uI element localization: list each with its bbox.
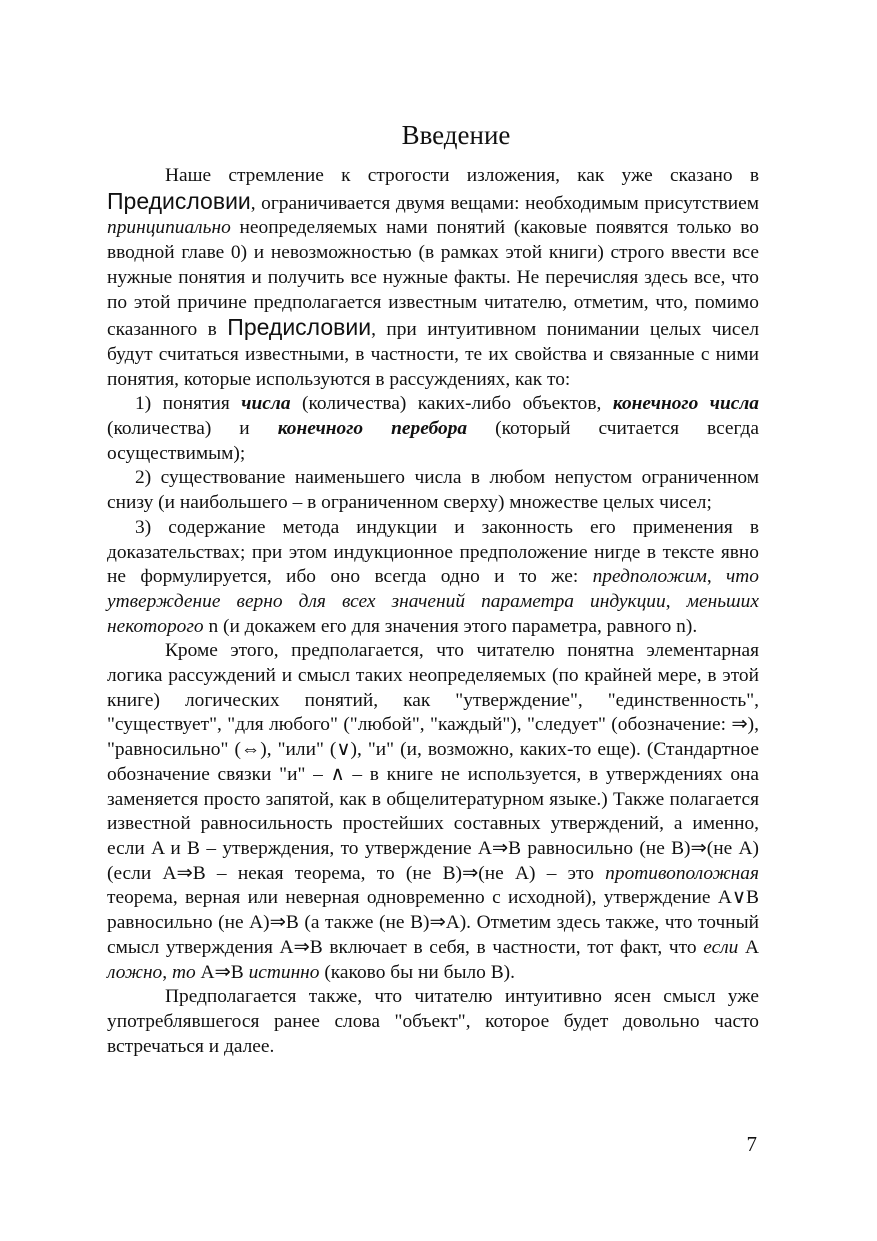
list-item-3: [107, 516, 759, 640]
list-item-2: 2) существование наименьшего числа в любом непустом ограниченном снизу (и наибольшего – в ограниченном сверху) множестве целых чисел;: [107, 467, 759, 514]
italic-span: меньших некоторого: [107, 590, 759, 637]
text-span: A⇒B: [195, 961, 249, 983]
text-span: 1) понятия: [135, 393, 242, 415]
text-span: ,: [162, 961, 172, 983]
text-span: Предисловии: [107, 187, 251, 214]
text-span: (количества) каких-либо объектов,: [290, 393, 613, 415]
text-span: теорема, верная или неверная одновременно с исходной), утверждение A∨B равносильно (не A)⇒B (а также (не B)⇒A). Отметим здесь также, что точный смысл утверждения A⇒B включает в себя, в частности, тот факт, что: [107, 887, 759, 958]
text-span: , ограничивается двумя вещами: необходимым присутствием: [250, 192, 759, 214]
italic-span: принципиально: [107, 217, 231, 239]
text-span: A: [738, 936, 759, 958]
text-span: 3) содержание метода индукции и законность его применения в доказательствах; при этом индукционное предположение нигде в тексте явно не формулируется, ибо оно всегда одно и то же:: [107, 516, 759, 588]
text-span: Предисловии: [227, 314, 372, 341]
text-span: (который считается всегда осуществимым);: [107, 418, 759, 464]
page-number: 7: [746, 1132, 757, 1156]
italic-span: что утверждение верно для всех значений параметра индукции: [107, 566, 759, 612]
text-span: Кроме этого, предполагается, что читателю понятна элементарная логика рассуждений и смысл таких неопределяемых (по крайней мере, в этой книге) логических понятий, как "утверждение", "единственность", "существует", "для любого" ("любой", "каждый"), "следует" (обозначение: ⇒), "равносильно" (⇔), "или" (∨), "и" (и, возможно, каких-то еще). (Стандартное обозначение связки "и" – ∧ – в книге не используется, в утверждениях она заменяется просто запятой, как в общелитературном языке.) Также полагается известной равносильность простейших составных утверждений, а именно, если A и B – утверждения, то утверждение A⇒B равносильно (не B)⇒(не A) (если A⇒B – некая теорема, то (не B)⇒(не A) – это: [107, 640, 759, 884]
text-span: ,: [706, 566, 727, 588]
italic-span: противоположная: [605, 862, 759, 884]
text-span: n (и докажем его для значения этого параметра, равного n).: [203, 615, 698, 637]
italic-span: ложно: [107, 961, 163, 983]
page-title: Введение: [401, 120, 511, 150]
list-item-1: [107, 392, 759, 466]
italic-span: истинно: [248, 961, 320, 983]
text-span: ,: [665, 590, 687, 612]
text-span: (количества) и: [107, 418, 278, 440]
paragraph-logic: [107, 639, 759, 985]
page-body: [107, 118, 759, 1059]
bold-italic-span: конечного перебора: [277, 418, 468, 440]
paragraph-intro: [107, 164, 759, 392]
italic-span: то: [171, 961, 196, 983]
bold-italic-span: числа: [241, 393, 291, 415]
text-span: Наше стремление к строгости изложения, как уже сказано в: [165, 165, 759, 186]
text-span: , при интуитивном понимании целых чисел будут считаться известными, в частности, те их свойства и связанные с ними понятия, которые используются в рассуждениях, как то:: [107, 319, 759, 390]
italic-span: предположим: [592, 566, 707, 588]
text-span: неопределяемых нами понятий (каковые появятся только во вводной главе 0) и невозможностью (в рамках этой книги) строго ввести все нужные понятия и получить все нужные факты. Не перечисляя здесь все, что по этой причине предполагается известным читателю, отметим, что, помимо сказанного в: [107, 217, 759, 341]
italic-span: если: [703, 936, 739, 958]
text-span: (каково бы ни было B).: [319, 961, 515, 983]
bold-italic-span: конечного числа: [612, 393, 759, 415]
paragraph-object: Предполагается также, что читателю интуитивно ясен смысл уже употреблявшегося ранее слова "объект", которое будет довольно часто встречаться и далее.: [107, 986, 759, 1057]
